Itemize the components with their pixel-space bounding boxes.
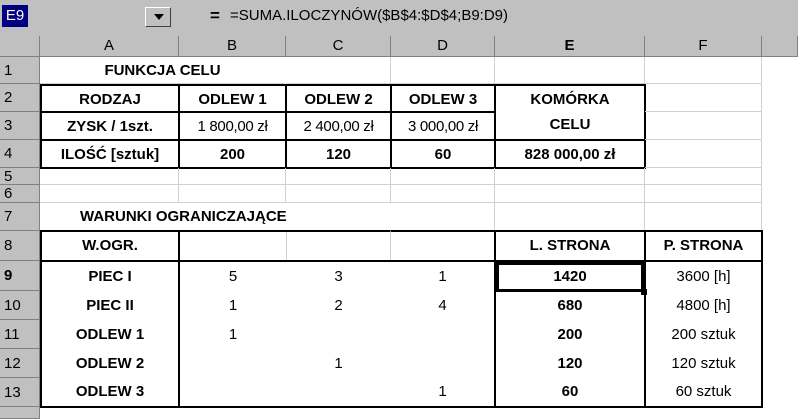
cell-e12[interactable]: 120 (557, 355, 583, 372)
cell-e1[interactable] (495, 57, 645, 84)
cell-e9-active[interactable]: 1420 (496, 262, 644, 292)
cell-d5[interactable] (391, 168, 495, 185)
cell-c3[interactable]: 2 400,00 zł (285, 111, 392, 141)
cell-a12[interactable]: ODLEW 2 (75, 355, 145, 372)
cell-d9[interactable]: 1 (438, 268, 447, 285)
row-header-blank (0, 407, 40, 419)
cell-e6[interactable] (495, 185, 645, 203)
cell-e4[interactable]: 828 000,00 zł (494, 139, 646, 169)
row-header-11[interactable]: 11 (0, 320, 40, 349)
cell-c4[interactable]: 120 (285, 139, 392, 169)
cell-f11[interactable]: 200 sztuk (671, 326, 736, 343)
cell-d4[interactable]: 60 (390, 139, 496, 169)
cell-e8[interactable]: L. STRONA (494, 230, 646, 262)
cell-a13[interactable]: ODLEW 3 (75, 383, 145, 400)
row-header-9[interactable]: 9 (0, 261, 40, 291)
column-header-f[interactable]: F (645, 36, 762, 57)
cell-f13[interactable]: 60 sztuk (675, 383, 732, 400)
cell-a3[interactable]: ZYSK / 1szt. (40, 111, 180, 141)
name-box-dropdown-button[interactable] (145, 7, 171, 27)
column-header-c[interactable]: C (286, 36, 391, 57)
cell-d13[interactable]: 1 (438, 383, 447, 400)
cell-a6[interactable] (40, 185, 179, 203)
column-header-a[interactable]: A (40, 36, 179, 57)
cell-e5[interactable] (495, 168, 645, 185)
column-header-d[interactable]: D (391, 36, 495, 57)
edit-formula-button[interactable]: = (210, 6, 220, 25)
cell-c12[interactable]: 1 (334, 355, 343, 372)
cell-b11[interactable]: 1 (228, 326, 238, 343)
row-header-1[interactable]: 1 (0, 57, 40, 84)
cell-d8[interactable] (391, 230, 496, 262)
row-header-7[interactable]: 7 (0, 203, 40, 231)
cell-a8[interactable]: W.OGR. (40, 230, 180, 262)
cell-d1[interactable] (391, 57, 495, 84)
cell-b8[interactable] (178, 230, 287, 262)
cell-e2[interactable]: KOMÓRKA (494, 84, 646, 113)
cell-a2[interactable]: RODZAJ (40, 84, 180, 113)
cell-f9[interactable]: 3600 [h] (676, 268, 731, 285)
formula-input[interactable]: =SUMA.ILOCZYNÓW($B$4:$D$4;B9:D9) (230, 7, 509, 24)
cell-e7[interactable] (495, 203, 645, 231)
column-header-b[interactable]: B (179, 36, 286, 57)
chevron-down-icon (154, 14, 164, 20)
cell-a10[interactable]: PIEC II (86, 297, 134, 314)
cell-f6[interactable] (645, 185, 762, 203)
cell-b9[interactable]: 5 (228, 268, 238, 285)
cell-e10[interactable]: 680 (557, 297, 583, 314)
cell-c8[interactable] (286, 230, 391, 262)
column-header-blank (762, 36, 798, 57)
cell-f4[interactable] (645, 140, 762, 168)
cell-f5[interactable] (645, 168, 762, 185)
formula-bar (0, 0, 798, 36)
name-box[interactable]: E9 (2, 5, 28, 27)
cell-c10[interactable]: 2 (334, 297, 343, 314)
cell-e11[interactable]: 200 (557, 326, 583, 343)
row-header-2[interactable]: 2 (0, 84, 40, 112)
cell-c1[interactable] (286, 57, 391, 84)
cell-f12[interactable]: 120 sztuk (671, 355, 736, 372)
cell-f7[interactable] (645, 203, 762, 231)
cell-d2[interactable]: ODLEW 3 (390, 84, 496, 113)
cell-f1[interactable] (645, 57, 762, 84)
cell-b6[interactable] (179, 185, 286, 203)
cell-c9[interactable]: 3 (334, 268, 343, 285)
cell-c6[interactable] (286, 185, 391, 203)
cell-a4[interactable]: ILOŚĆ [sztuk] (40, 139, 180, 169)
cell-a9[interactable]: PIEC I (88, 268, 132, 285)
row-header-8[interactable]: 8 (0, 231, 40, 261)
cell-f10[interactable]: 4800 [h] (676, 297, 731, 314)
row-header-6[interactable]: 6 (0, 185, 40, 203)
cell-b2[interactable]: ODLEW 1 (178, 84, 287, 113)
cell-b3[interactable]: 1 800,00 zł (178, 111, 287, 141)
cell-d10[interactable]: 4 (438, 297, 447, 314)
cell-d7[interactable] (391, 203, 495, 231)
column-header-e[interactable]: E (495, 36, 645, 57)
cell-b4[interactable]: 200 (178, 139, 287, 169)
cell-a11[interactable]: ODLEW 1 (75, 326, 145, 343)
cell-d3[interactable]: 3 000,00 zł (390, 111, 496, 141)
cell-a5[interactable] (40, 168, 179, 185)
select-all-corner[interactable] (0, 36, 40, 57)
cell-e3[interactable]: CELU (494, 111, 646, 141)
cell-f3[interactable] (645, 112, 762, 140)
cell-c5[interactable] (286, 168, 391, 185)
row-header-12[interactable]: 12 (0, 349, 40, 378)
row-header-10[interactable]: 10 (0, 291, 40, 320)
row-header-13[interactable]: 13 (0, 378, 40, 407)
row-header-5[interactable]: 5 (0, 168, 40, 185)
cell-b5[interactable] (179, 168, 286, 185)
cell-f2[interactable] (645, 84, 762, 112)
cell-a1[interactable]: FUNKCJA CELU (40, 57, 285, 84)
row-header-4[interactable]: 4 (0, 140, 40, 168)
row-header-3[interactable]: 3 (0, 112, 40, 140)
cell-f8[interactable]: P. STRONA (644, 230, 763, 262)
cell-a7[interactable]: WARUNKI OGRANICZAJĄCE (40, 203, 391, 231)
cell-c2[interactable]: ODLEW 2 (285, 84, 392, 113)
cell-e13[interactable]: 60 (561, 383, 579, 400)
cell-b10[interactable]: 1 (228, 297, 238, 314)
cell-d6[interactable] (391, 185, 495, 203)
